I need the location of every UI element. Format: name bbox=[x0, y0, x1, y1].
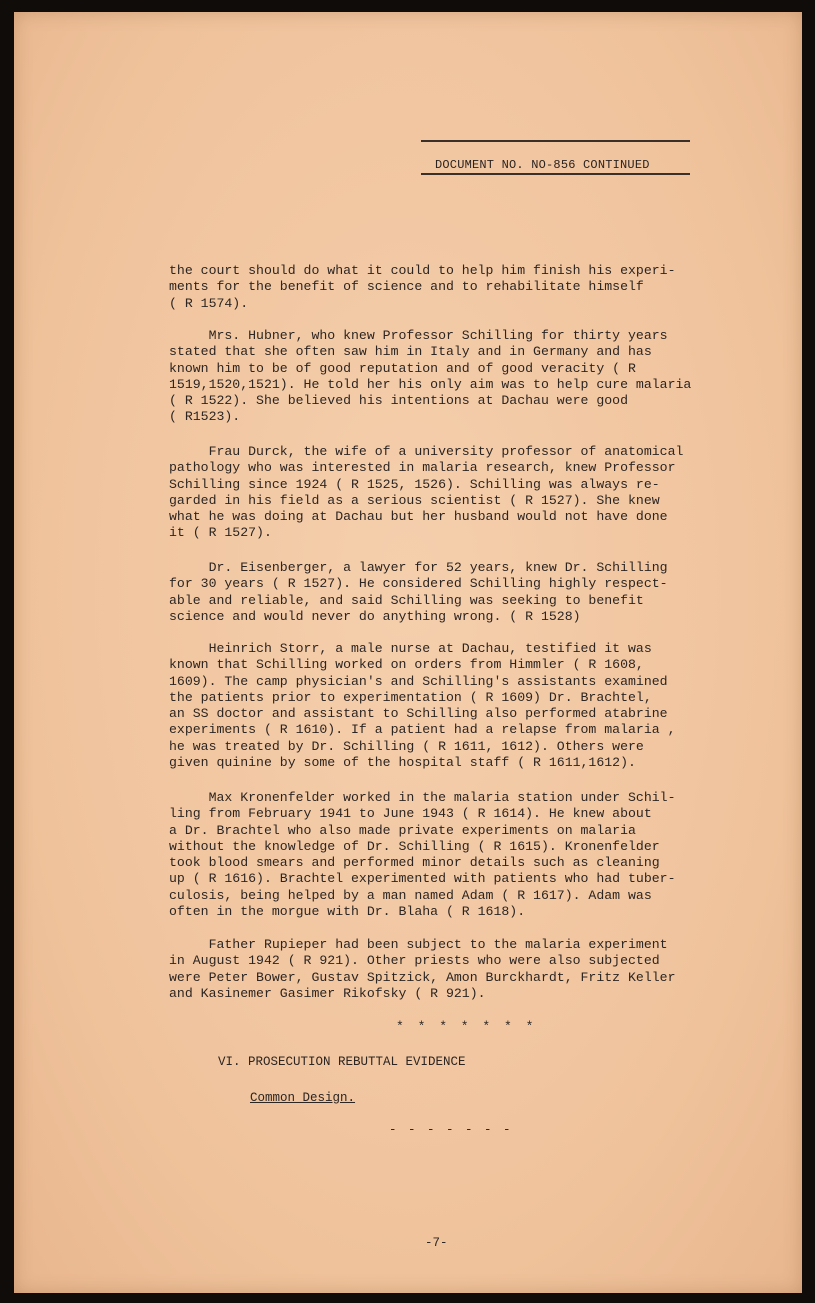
header-rule-bottom bbox=[421, 173, 690, 175]
paragraph-eisenberger: Dr. Eisenberger, a lawyer for 52 years, knew Dr. Schilling for 30 years ( R 1527). He considered Schilling highly respect- able and reliable, and said Schilling was seeking to benefit science and would never do anything wrong. ( R 1528) bbox=[169, 560, 668, 624]
separator-stars: * * * * * * * bbox=[396, 1019, 537, 1034]
page-number: -7- bbox=[425, 1236, 448, 1250]
section-heading: VI. PROSECUTION REBUTTAL EVIDENCE bbox=[218, 1055, 466, 1069]
end-dashes: - - - - - - - bbox=[389, 1123, 513, 1137]
paragraph-continuation: the court should do what it could to help him finish his experi- ments for the benefit of science and to rehabilitate himself ( R 1574). bbox=[169, 263, 676, 311]
paragraph-kronenfelder: Max Kronenfelder worked in the malaria station under Schil- ling from February 1941 to June 1943 ( R 1614). He knew about a Dr. Brachtel who also made private experiments on malaria without the knowledge of Dr. Schilling ( R 1615). Kronenfelder took blood smears and performed minor details such as cleaning up ( R 1616). Brachtel experimented with patients who had tuber- culosis, being helped by a man named Adam ( R 1617). Adam was often in the morgue with Dr. Blaha ( R 1618). bbox=[169, 790, 676, 920]
paragraph-storr: Heinrich Storr, a male nurse at Dachau, testified it was known that Schilling worked on orders from Himmler ( R 1608, 1609). The camp physician's and Schilling's assistants examined the patients prior to experimentation ( R 1609) Dr. Brachtel, an SS doctor and assistant to Schilling also performed atabrine experiments ( R 1610). If a patient had a relapse from malaria , he was treated by Dr. Schilling ( R 1611, 1612). Others were given quinine by some of the hospital staff ( R 1611,1612). bbox=[169, 641, 676, 771]
document-number-header: DOCUMENT NO. NO-856 CONTINUED bbox=[435, 158, 650, 172]
header-rule-top bbox=[421, 140, 690, 142]
section-subheading: Common Design. bbox=[250, 1091, 356, 1105]
paragraph-rupieper: Father Rupieper had been subject to the malaria experiment in August 1942 ( R 921). Other priests who were also subjected were Peter Bower, Gustav Spitzick, Amon Burckhardt, Fritz Keller and Kasinemer Gasimer Rikofsky ( R 921). bbox=[169, 937, 676, 1001]
paragraph-durck: Frau Durck, the wife of a university professor of anatomical pathology who was interested in malaria research, knew Professor Schilling since 1924 ( R 1525, 1526). Schilling was always re- garded in his field as a serious scientist ( R 1527). She knew what he was doing at Dachau but her husband would not have done it ( R 1527). bbox=[169, 444, 684, 541]
paragraph-hubner: Mrs. Hubner, who knew Professor Schilling for thirty years stated that she often saw him in Italy and in Germany and has known him to be of good reputation and of good veracity ( R 1519,1520,1521). He told her his only aim was to help cure malaria ( R 1522). She believed his intentions at Dachau were good ( R1523). bbox=[169, 328, 692, 425]
